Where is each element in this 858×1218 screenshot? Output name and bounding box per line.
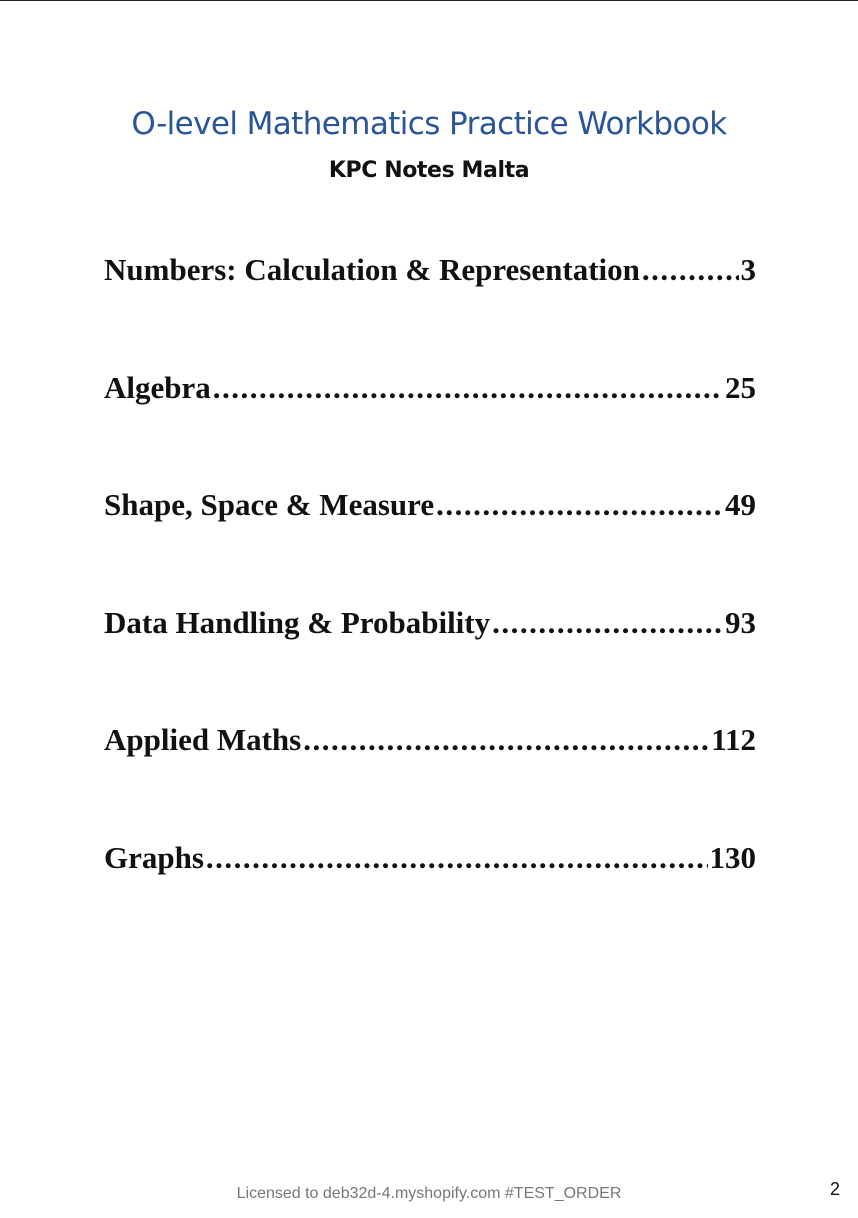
toc-leader-dots	[436, 487, 723, 523]
toc-leader-dots	[642, 252, 739, 288]
toc-label: Graphs	[104, 839, 204, 875]
top-rule	[0, 0, 858, 1]
toc-page-number: 112	[711, 722, 756, 757]
toc-page-number: 25	[725, 369, 756, 405]
page-number: 2	[829, 1179, 840, 1199]
toc-label: Shape, Space & Measure	[104, 487, 435, 522]
toc-entry-graphs[interactable]	[104, 840, 756, 958]
document-title: O-level Mathematics Practice Workbook	[131, 106, 727, 142]
toc-entry-shape-space-measure[interactable]	[104, 487, 756, 605]
toc-page-number: 93	[725, 604, 756, 640]
toc-leader-dots	[213, 370, 723, 406]
toc-entry-applied-maths[interactable]	[104, 722, 756, 840]
toc-entry-algebra[interactable]	[104, 370, 756, 488]
toc-entry-numbers[interactable]	[104, 252, 756, 370]
toc-page-number: 49	[725, 487, 756, 522]
toc-page-number: 3	[740, 252, 756, 287]
toc-page-number: 130	[709, 839, 756, 875]
toc-leader-dots	[206, 840, 708, 876]
toc-label: Numbers: Calculation & Representation	[104, 252, 640, 287]
toc-entry-data-handling[interactable]	[104, 605, 756, 723]
document-subtitle: KPC Notes Malta	[328, 158, 530, 183]
toc-label: Data Handling & Probability	[104, 604, 491, 640]
toc-label: Algebra	[104, 369, 211, 405]
table-of-contents	[104, 252, 756, 957]
toc-label: Applied Maths	[104, 722, 302, 757]
toc-leader-dots	[303, 722, 709, 758]
toc-leader-dots	[492, 605, 723, 641]
license-footer: Licensed to deb32d-4.myshopify.com #TEST_ORDER	[236, 1185, 622, 1202]
